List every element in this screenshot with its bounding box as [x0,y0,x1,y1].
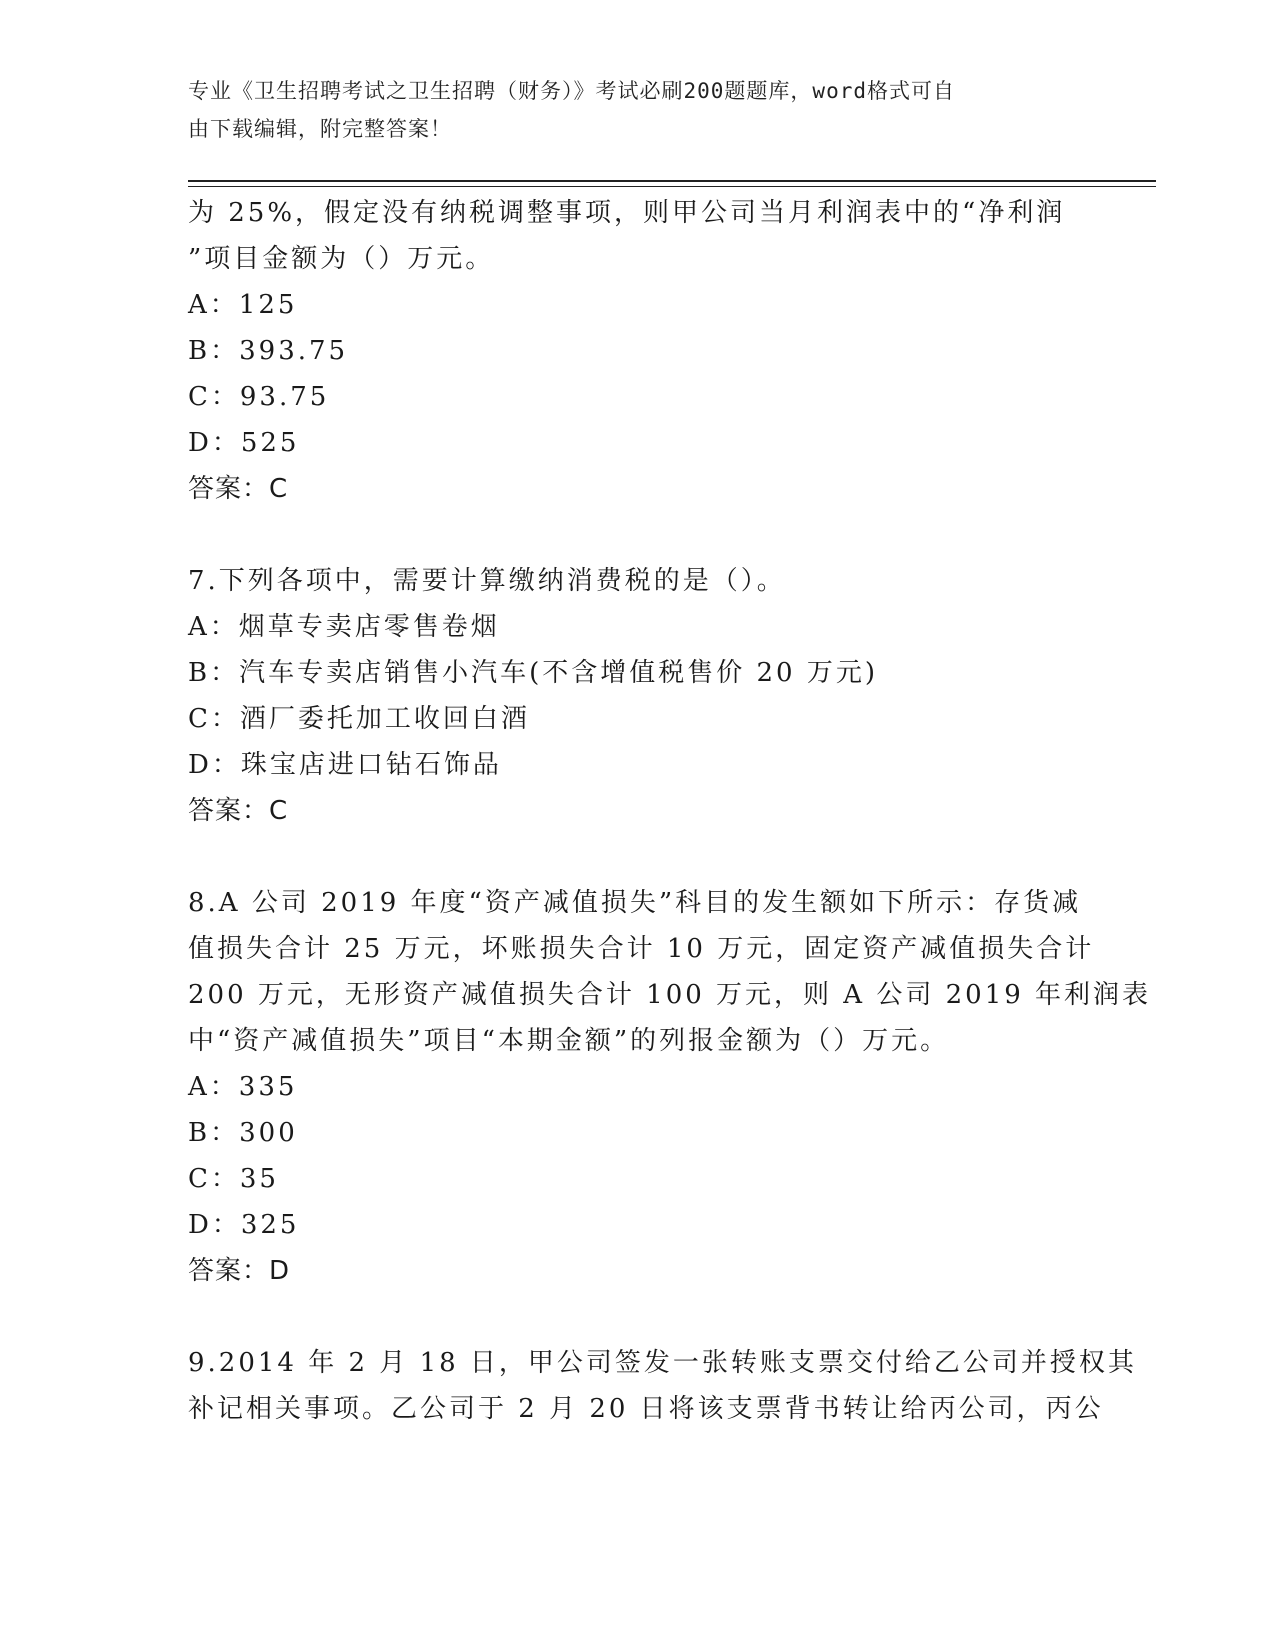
question-7 [188,558,1088,834]
option-d: D：325 [188,1210,300,1240]
question-text: 为 25%，假定没有纳税调整事项，则甲公司当月利润表中的“净利润 [188,198,1066,228]
question-text: 7.下列各项中，需要计算缴纳消费税的是（）。 [188,566,786,596]
question-9 [188,1340,1137,1432]
question-text: 补记相关事项。乙公司于 2 月 20 日将该支票背书转让给丙公司，丙公 [188,1394,1104,1424]
question-text: 9.2014 年 2 月 18 日，甲公司签发一张转账支票交付给乙公司并授权其 [188,1348,1137,1378]
question-content [188,190,1152,1432]
option-b: B：汽车专卖店销售小汽车(不含增值税售价 20 万元) [188,658,879,688]
question-6 [188,190,1088,512]
option-a: A：335 [188,1072,298,1102]
question-text: 中“资产减值损失”项目“本期金额”的列报金额为（）万元。 [188,1026,950,1056]
option-c: C：93.75 [188,382,330,412]
answer: 答案：C [188,474,289,504]
question-text: 200 万元，无形资产减值损失合计 100 万元，则 A 公司 2019 年利润表 [188,980,1152,1010]
option-d: D：525 [188,428,300,458]
header-rule-thick [188,180,1156,182]
question-text: 值损失合计 25 万元，坏账损失合计 10 万元，固定资产减值损失合计 [188,934,1095,964]
spacer [188,834,1088,880]
question-8 [188,880,1152,1294]
answer: 答案：C [188,796,289,826]
header-line-1: 专业《卫生招聘考试之卫生招聘（财务）》考试必刷200题题库，word格式可自 [188,79,955,103]
header-line-2: 由下载编辑，附完整答案！ [188,117,452,141]
header-rule-thin [188,186,1156,187]
option-c: C：35 [188,1164,279,1194]
option-d: D：珠宝店进口钻石饰品 [188,750,502,780]
question-text: 8.A 公司 2019 年度“资产减值损失”科目的发生额如下所示：存货减 [188,888,1082,918]
spacer [188,1294,1088,1340]
answer: 答案：D [188,1256,291,1286]
option-a: A：烟草专卖店零售卷烟 [188,612,500,642]
document-header [188,72,1068,148]
option-c: C：酒厂委托加工收回白酒 [188,704,530,734]
option-a: A：125 [188,290,298,320]
question-text: ”项目金额为（）万元。 [188,244,495,274]
option-b: B：300 [188,1118,298,1148]
option-b: B：393.75 [188,336,349,366]
spacer [188,512,1088,558]
